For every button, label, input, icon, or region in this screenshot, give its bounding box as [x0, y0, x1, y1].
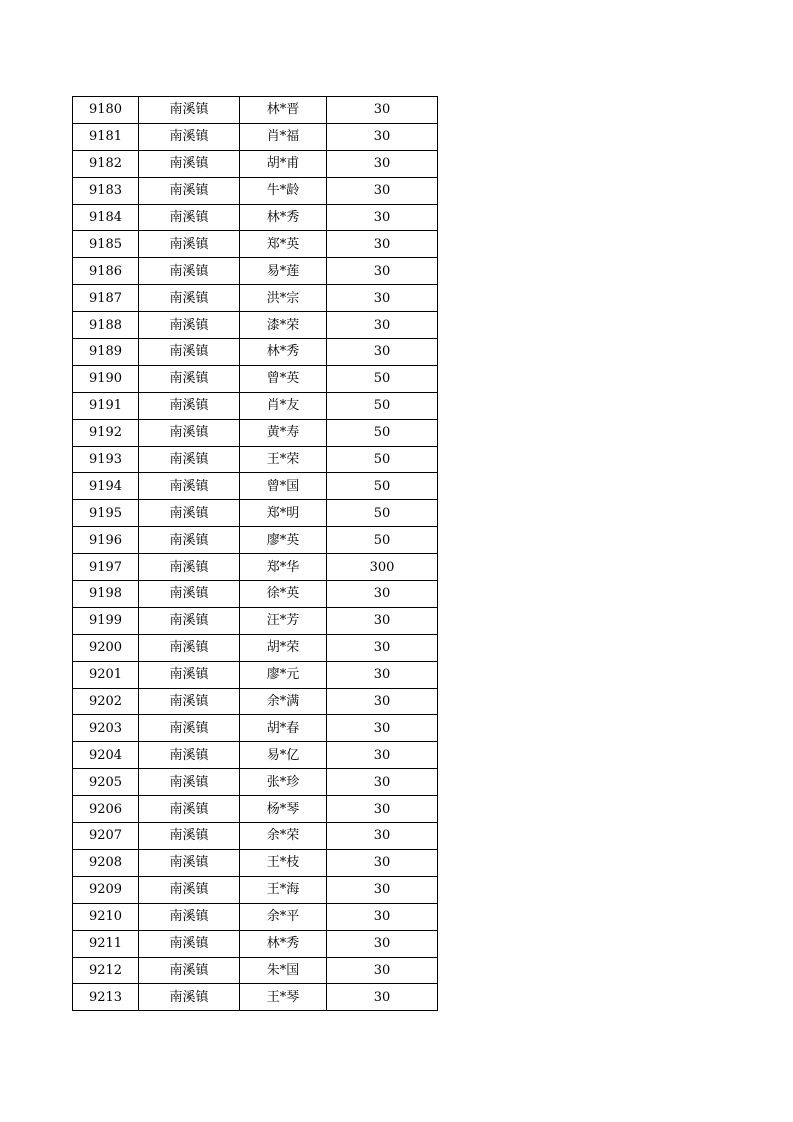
cell-name: 林*晋	[240, 97, 327, 124]
cell-town: 南溪镇	[139, 876, 240, 903]
cell-name: 朱*国	[240, 957, 327, 984]
cell-town: 南溪镇	[139, 554, 240, 581]
cell-town: 南溪镇	[139, 177, 240, 204]
cell-number: 9204	[73, 742, 139, 769]
cell-name: 王*琴	[240, 984, 327, 1011]
cell-amount: 30	[327, 903, 438, 930]
cell-name: 王*枝	[240, 849, 327, 876]
table-row	[73, 715, 438, 742]
cell-name: 郑*明	[240, 500, 327, 527]
cell-number: 9185	[73, 231, 139, 258]
table-row	[73, 661, 438, 688]
cell-name: 郑*华	[240, 554, 327, 581]
cell-amount: 50	[327, 365, 438, 392]
cell-number: 9186	[73, 258, 139, 285]
cell-name: 余*荣	[240, 823, 327, 850]
cell-town: 南溪镇	[139, 688, 240, 715]
cell-amount: 50	[327, 419, 438, 446]
cell-amount: 50	[327, 446, 438, 473]
cell-number: 9196	[73, 527, 139, 554]
cell-number: 9211	[73, 930, 139, 957]
cell-town: 南溪镇	[139, 796, 240, 823]
cell-town: 南溪镇	[139, 903, 240, 930]
cell-town: 南溪镇	[139, 285, 240, 312]
cell-town: 南溪镇	[139, 849, 240, 876]
table-row	[73, 957, 438, 984]
cell-town: 南溪镇	[139, 715, 240, 742]
cell-name: 曾*国	[240, 473, 327, 500]
cell-name: 黄*寿	[240, 419, 327, 446]
cell-name: 洪*宗	[240, 285, 327, 312]
table-row	[73, 796, 438, 823]
cell-name: 廖*元	[240, 661, 327, 688]
cell-town: 南溪镇	[139, 392, 240, 419]
cell-number: 9194	[73, 473, 139, 500]
table-row	[73, 204, 438, 231]
cell-number: 9205	[73, 769, 139, 796]
cell-name: 胡*春	[240, 715, 327, 742]
cell-amount: 30	[327, 339, 438, 366]
cell-town: 南溪镇	[139, 339, 240, 366]
cell-name: 漆*荣	[240, 312, 327, 339]
table-row	[73, 634, 438, 661]
cell-name: 余*满	[240, 688, 327, 715]
cell-name: 肖*福	[240, 123, 327, 150]
cell-name: 易*莲	[240, 258, 327, 285]
cell-town: 南溪镇	[139, 258, 240, 285]
cell-number: 9207	[73, 823, 139, 850]
cell-number: 9192	[73, 419, 139, 446]
cell-name: 郑*英	[240, 231, 327, 258]
cell-amount: 30	[327, 823, 438, 850]
cell-amount: 30	[327, 661, 438, 688]
cell-town: 南溪镇	[139, 446, 240, 473]
cell-amount: 30	[327, 957, 438, 984]
table-row	[73, 607, 438, 634]
cell-number: 9189	[73, 339, 139, 366]
table-row	[73, 365, 438, 392]
cell-number: 9197	[73, 554, 139, 581]
table-row	[73, 903, 438, 930]
cell-amount: 30	[327, 796, 438, 823]
cell-amount: 30	[327, 177, 438, 204]
table-row	[73, 849, 438, 876]
cell-town: 南溪镇	[139, 473, 240, 500]
cell-number: 9191	[73, 392, 139, 419]
cell-amount: 50	[327, 527, 438, 554]
cell-name: 林*秀	[240, 339, 327, 366]
cell-number: 9180	[73, 97, 139, 124]
cell-amount: 300	[327, 554, 438, 581]
cell-town: 南溪镇	[139, 581, 240, 608]
cell-number: 9212	[73, 957, 139, 984]
table-row	[73, 769, 438, 796]
cell-number: 9184	[73, 204, 139, 231]
table-row	[73, 581, 438, 608]
cell-amount: 30	[327, 715, 438, 742]
cell-town: 南溪镇	[139, 500, 240, 527]
cell-number: 9206	[73, 796, 139, 823]
cell-amount: 30	[327, 258, 438, 285]
table-body	[73, 97, 438, 1011]
cell-name: 肖*友	[240, 392, 327, 419]
cell-amount: 30	[327, 231, 438, 258]
cell-town: 南溪镇	[139, 634, 240, 661]
cell-town: 南溪镇	[139, 661, 240, 688]
cell-number: 9183	[73, 177, 139, 204]
table-row	[73, 984, 438, 1011]
cell-amount: 30	[327, 285, 438, 312]
cell-number: 9188	[73, 312, 139, 339]
cell-amount: 50	[327, 392, 438, 419]
cell-number: 9190	[73, 365, 139, 392]
table-row	[73, 177, 438, 204]
table-row	[73, 688, 438, 715]
table-row	[73, 527, 438, 554]
cell-town: 南溪镇	[139, 150, 240, 177]
cell-town: 南溪镇	[139, 769, 240, 796]
cell-town: 南溪镇	[139, 527, 240, 554]
cell-town: 南溪镇	[139, 419, 240, 446]
table-row	[73, 446, 438, 473]
cell-town: 南溪镇	[139, 231, 240, 258]
table-row	[73, 930, 438, 957]
table-row	[73, 554, 438, 581]
table-row	[73, 123, 438, 150]
table-row	[73, 150, 438, 177]
cell-number: 9199	[73, 607, 139, 634]
cell-amount: 50	[327, 500, 438, 527]
cell-number: 9201	[73, 661, 139, 688]
cell-name: 余*平	[240, 903, 327, 930]
table-row	[73, 339, 438, 366]
cell-town: 南溪镇	[139, 930, 240, 957]
cell-amount: 30	[327, 688, 438, 715]
cell-amount: 50	[327, 473, 438, 500]
cell-number: 9182	[73, 150, 139, 177]
table-row	[73, 258, 438, 285]
cell-name: 徐*英	[240, 581, 327, 608]
cell-town: 南溪镇	[139, 312, 240, 339]
cell-number: 9198	[73, 581, 139, 608]
cell-number: 9203	[73, 715, 139, 742]
cell-amount: 30	[327, 581, 438, 608]
cell-name: 易*亿	[240, 742, 327, 769]
cell-amount: 30	[327, 123, 438, 150]
cell-town: 南溪镇	[139, 607, 240, 634]
cell-town: 南溪镇	[139, 984, 240, 1011]
cell-town: 南溪镇	[139, 742, 240, 769]
table-row	[73, 500, 438, 527]
cell-amount: 30	[327, 634, 438, 661]
cell-town: 南溪镇	[139, 123, 240, 150]
cell-name: 林*秀	[240, 204, 327, 231]
cell-town: 南溪镇	[139, 823, 240, 850]
cell-number: 9210	[73, 903, 139, 930]
cell-town: 南溪镇	[139, 204, 240, 231]
table-row	[73, 876, 438, 903]
cell-number: 9195	[73, 500, 139, 527]
cell-amount: 30	[327, 849, 438, 876]
cell-number: 9202	[73, 688, 139, 715]
table-row	[73, 392, 438, 419]
cell-amount: 30	[327, 742, 438, 769]
cell-amount: 30	[327, 312, 438, 339]
cell-name: 胡*荣	[240, 634, 327, 661]
data-table	[72, 96, 438, 1011]
cell-name: 牛*龄	[240, 177, 327, 204]
cell-town: 南溪镇	[139, 97, 240, 124]
cell-number: 9208	[73, 849, 139, 876]
cell-amount: 30	[327, 984, 438, 1011]
cell-amount: 30	[327, 150, 438, 177]
table-row	[73, 823, 438, 850]
cell-number: 9193	[73, 446, 139, 473]
table-row	[73, 312, 438, 339]
cell-name: 张*珍	[240, 769, 327, 796]
cell-name: 王*海	[240, 876, 327, 903]
table-row	[73, 231, 438, 258]
cell-number: 9209	[73, 876, 139, 903]
cell-name: 胡*甫	[240, 150, 327, 177]
table-row	[73, 419, 438, 446]
cell-amount: 30	[327, 930, 438, 957]
cell-amount: 30	[327, 876, 438, 903]
cell-amount: 30	[327, 204, 438, 231]
cell-number: 9181	[73, 123, 139, 150]
table-row	[73, 742, 438, 769]
cell-name: 曾*英	[240, 365, 327, 392]
cell-amount: 30	[327, 607, 438, 634]
cell-amount: 30	[327, 769, 438, 796]
cell-number: 9200	[73, 634, 139, 661]
table-row	[73, 97, 438, 124]
cell-name: 廖*英	[240, 527, 327, 554]
cell-name: 汪*芳	[240, 607, 327, 634]
cell-town: 南溪镇	[139, 365, 240, 392]
cell-number: 9187	[73, 285, 139, 312]
cell-name: 林*秀	[240, 930, 327, 957]
cell-name: 杨*琴	[240, 796, 327, 823]
cell-town: 南溪镇	[139, 957, 240, 984]
cell-amount: 30	[327, 97, 438, 124]
cell-name: 王*荣	[240, 446, 327, 473]
cell-number: 9213	[73, 984, 139, 1011]
table-row	[73, 285, 438, 312]
table-row	[73, 473, 438, 500]
